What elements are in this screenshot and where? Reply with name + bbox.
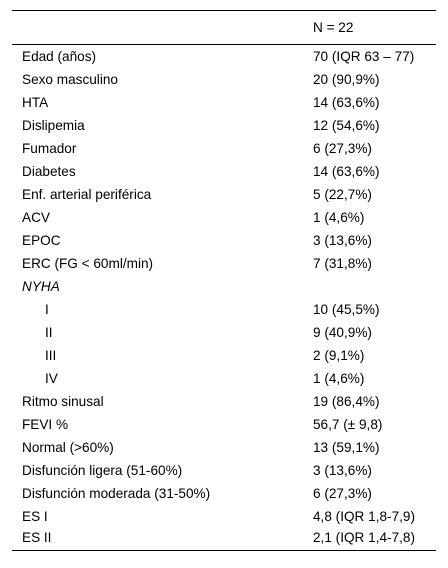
row-value: 19 (86,4%) [313,393,380,409]
row-value: 9 (40,9%) [313,324,372,340]
row-value: 4,8 (IQR 1,8-7,9) [313,508,415,524]
row-label: Disfunción moderada (31-50%) [22,485,211,501]
row-label: Fumador [22,140,77,156]
table-row [12,413,436,436]
row-label: ES I [22,508,48,524]
table-row [12,459,436,482]
row-value [309,275,436,298]
table-row [12,137,436,160]
row-value: 70 (IQR 63 – 77) [313,48,415,64]
row-label: FEVI % [22,416,69,432]
header-row [12,11,436,45]
row-label: Dislipemia [22,117,85,133]
header-label-cell [12,11,309,45]
baseline-characteristics-table [12,10,436,551]
table-row [12,252,436,275]
row-label: Sexo masculino [22,71,118,87]
table-header [12,11,436,45]
row-value: 1 (4,6%) [313,209,365,225]
row-value: 7 (31,8%) [313,255,372,271]
table-body [12,45,436,551]
table-row [12,482,436,505]
row-value: 12 (54,6%) [313,117,380,133]
row-label: Ritmo sinusal [22,393,104,409]
row-label: ERC (FG < 60ml/min) [22,255,154,271]
table-row [12,91,436,114]
row-value: 2 (9,1%) [313,347,365,363]
table-row [12,505,436,528]
table-row-subitem [12,344,436,367]
table-row [12,229,436,252]
row-value: 3 (13,6%) [313,462,372,478]
table-row [12,390,436,413]
row-value: 13 (59,1%) [313,439,380,455]
row-value: 14 (63,6%) [313,163,380,179]
row-value: 10 (45,5%) [313,301,380,317]
section-heading-nyha: NYHA [22,278,60,294]
table-row [12,45,436,68]
row-value: 3 (13,6%) [313,232,372,248]
row-label: I [45,301,49,317]
table-row-section-heading [12,275,436,298]
row-value: 5 (22,7%) [313,186,372,202]
table-row [12,160,436,183]
row-value: 20 (90,9%) [313,71,380,87]
row-label: III [45,347,57,363]
row-label: Disfunción ligera (51-60%) [22,462,183,478]
row-label: Diabetes [22,163,76,179]
row-value: 2,1 (IQR 1,4-7,8) [313,530,415,546]
row-label: ACV [22,209,50,225]
header-sample-size: N = 22 [313,20,354,35]
table-row [12,528,436,551]
row-label: Edad (años) [22,48,97,64]
row-value: 56,7 (± 9,8) [313,416,383,432]
table-row-subitem [12,298,436,321]
row-label: Enf. arterial periférica [22,186,152,202]
table-row [12,114,436,137]
row-label: ES II [22,530,52,546]
table-row [12,68,436,91]
table-row [12,183,436,206]
row-value: 6 (27,3%) [313,485,372,501]
row-label: HTA [22,94,49,110]
row-label: Normal (>60%) [22,439,114,455]
row-value: 1 (4,6%) [313,370,365,386]
baseline-characteristics-table-container [12,10,436,551]
table-row-subitem [12,321,436,344]
table-row [12,206,436,229]
row-label: IV [45,370,58,386]
row-label: EPOC [22,232,61,248]
row-value: 14 (63,6%) [313,94,380,110]
row-label: II [45,324,53,340]
table-row [12,436,436,459]
row-value: 6 (27,3%) [313,140,372,156]
table-row-subitem [12,367,436,390]
